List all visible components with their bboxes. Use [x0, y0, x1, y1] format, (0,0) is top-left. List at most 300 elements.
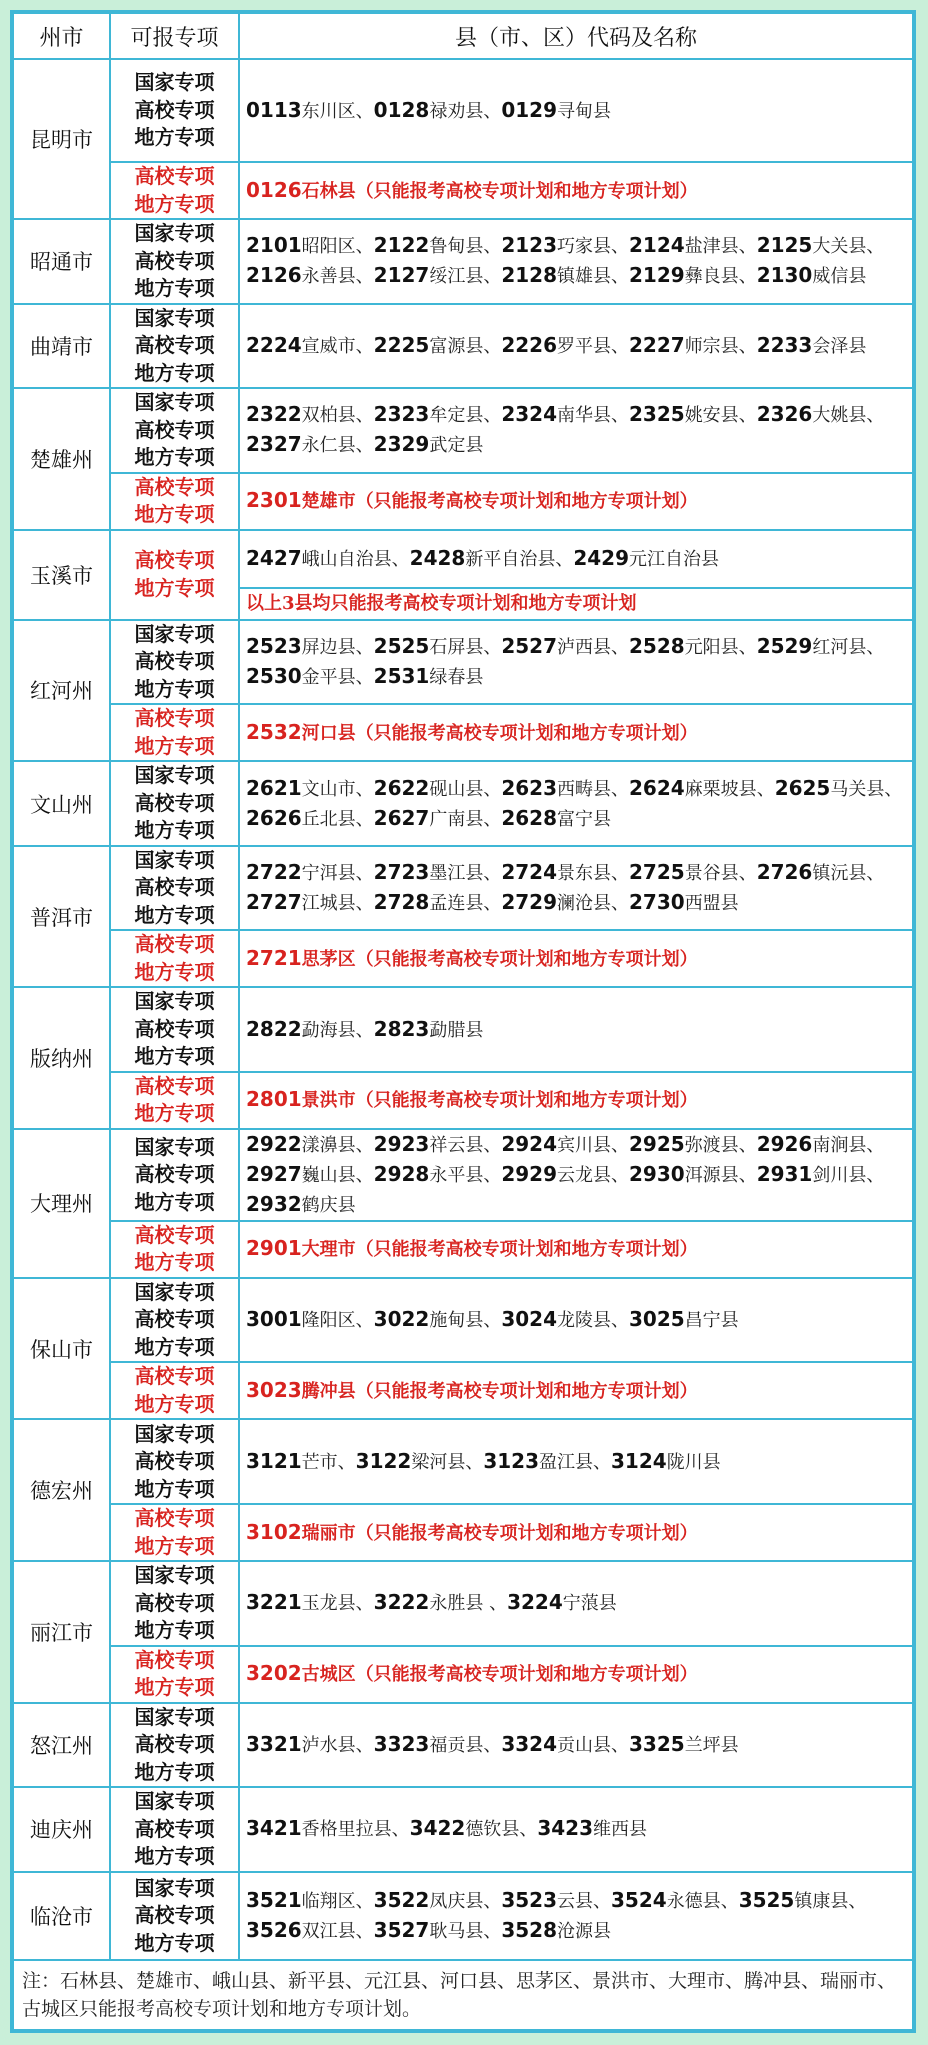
county-item — [501, 1917, 612, 1942]
county-item — [611, 1448, 721, 1473]
county-item — [756, 233, 885, 258]
county-item — [373, 332, 502, 357]
quota-item: 国家专项 — [134, 763, 215, 788]
county-name: 马关县 — [830, 778, 885, 800]
separator: 、 — [355, 1019, 374, 1041]
quota-cell — [110, 1646, 239, 1703]
county-code: 2227 — [629, 332, 685, 357]
special-note: （只能报考高校专项计划和地方专项计划） — [355, 491, 698, 513]
county-name: 昌宁县 — [684, 1310, 739, 1332]
quota-cell — [110, 1362, 239, 1419]
table-body — [13, 59, 913, 1960]
footer-row — [13, 1960, 913, 2030]
county-code: 3524 — [611, 1887, 667, 1912]
county-item — [629, 263, 757, 288]
county-code: 2326 — [756, 402, 813, 427]
county-item — [501, 1307, 630, 1332]
quota-item: 高校专项 — [134, 1732, 215, 1757]
quota-item: 地方专项 — [134, 445, 215, 470]
county-name: 龙陵县 — [557, 1310, 612, 1332]
separator: 、 — [391, 1819, 410, 1841]
special-note: （只能报考高校专项计划和地方专项计划） — [355, 1380, 698, 1402]
separator: 、 — [866, 1134, 885, 1156]
county-code: 3521 — [246, 1887, 302, 1912]
county-code: 2923 — [373, 1131, 430, 1156]
county-item — [611, 1887, 739, 1912]
county-item — [246, 1917, 374, 1942]
special-county-code: 2901 — [246, 1236, 302, 1261]
special-quota-item: 高校专项 — [134, 1647, 215, 1672]
separator: 、 — [355, 1134, 374, 1156]
county-name: 鲁甸县 — [429, 236, 484, 258]
special-quota-item: 地方专项 — [134, 733, 215, 758]
quota-item: 地方专项 — [134, 1930, 215, 1955]
county-code: 2101 — [246, 233, 302, 258]
table-row — [13, 1221, 913, 1278]
table-row — [13, 1787, 913, 1872]
county-item — [246, 1016, 374, 1041]
county-list — [239, 530, 913, 588]
county-code: 2127 — [373, 263, 430, 288]
county-item — [501, 1131, 630, 1156]
special-county-name: 瑞丽市 — [301, 1522, 356, 1544]
county-name: 广南县 — [429, 808, 484, 830]
county-item — [629, 1731, 739, 1756]
separator: 、 — [611, 1734, 630, 1756]
separator: 、 — [593, 1451, 612, 1473]
table-row — [13, 620, 913, 705]
county-code: 3528 — [501, 1917, 558, 1942]
county-name: 盈江县 — [539, 1451, 594, 1473]
county-name: 勐海县 — [301, 1019, 356, 1041]
county-code: 2730 — [629, 890, 685, 915]
county-code: 3024 — [501, 1307, 558, 1332]
quota-cell — [110, 1561, 239, 1646]
county-item — [501, 860, 630, 885]
county-name: 贡山县 — [557, 1734, 612, 1756]
county-list — [239, 1872, 913, 1960]
quota-item: 高校专项 — [134, 1016, 215, 1041]
county-name: 临翔区 — [301, 1890, 356, 1912]
county-name: 云县 — [557, 1890, 594, 1912]
quota-cell — [110, 930, 239, 987]
county-list — [239, 1561, 913, 1646]
separator: 、 — [866, 236, 885, 258]
county-name: 姚安县 — [684, 405, 739, 427]
city-name: 玉溪市 — [13, 530, 110, 620]
special-note: （只能报考高校专项计划和地方专项计划） — [355, 1239, 698, 1261]
quota-item: 高校专项 — [134, 649, 215, 674]
table-row — [13, 1872, 913, 1960]
county-code: 2324 — [501, 402, 558, 427]
separator: 、 — [738, 636, 757, 658]
county-name: 峨山自治县 — [301, 548, 392, 570]
county-item — [373, 1917, 502, 1942]
county-name: 云龙县 — [557, 1164, 612, 1186]
county-name: 江城县 — [301, 893, 356, 915]
quota-item: 高校专项 — [134, 1816, 215, 1841]
special-note: （只能报考高校专项计划和地方专项计划） — [355, 1664, 698, 1686]
table-row — [13, 1561, 913, 1646]
separator: 、 — [355, 435, 374, 457]
quota-item: 高校专项 — [134, 1307, 215, 1332]
separator: 、 — [848, 1890, 867, 1912]
county-list — [239, 1278, 913, 1363]
separator: 、 — [355, 1310, 374, 1332]
county-item — [756, 332, 867, 357]
quota-item: 高校专项 — [134, 875, 215, 900]
quota-item: 地方专项 — [134, 1844, 215, 1869]
special-quota-item: 高校专项 — [134, 1073, 215, 1098]
table-row — [13, 761, 913, 846]
county-item — [246, 633, 374, 658]
table-row — [13, 1646, 913, 1703]
county-name: 德钦县 — [465, 1819, 520, 1841]
county-list — [239, 1787, 913, 1872]
county-code: 2427 — [246, 545, 302, 570]
county-code: 2823 — [373, 1016, 430, 1041]
separator: 、 — [355, 893, 374, 915]
county-name: 师宗县 — [684, 335, 739, 357]
separator: 、 — [738, 405, 757, 427]
table-row — [13, 1504, 913, 1561]
special-note: （只能报考高校专项计划和地方专项计划） — [355, 948, 698, 970]
table-row — [13, 846, 913, 931]
county-list — [239, 1129, 913, 1221]
county-list — [239, 388, 913, 473]
county-code: 2627 — [373, 805, 430, 830]
county-item — [629, 1161, 757, 1186]
special-county-code: 2532 — [246, 719, 302, 744]
county-name: 维西县 — [593, 1819, 648, 1841]
separator: 、 — [738, 335, 757, 357]
county-code: 2531 — [373, 663, 430, 688]
county-code: 3321 — [246, 1731, 302, 1756]
quota-item: 高校专项 — [134, 1449, 215, 1473]
county-item — [355, 1448, 484, 1473]
special-county-name: 石林县 — [301, 180, 356, 202]
county-name: 玉龙县 — [301, 1593, 356, 1615]
county-code: 2325 — [629, 402, 685, 427]
quota-cell — [110, 1221, 239, 1278]
county-list — [239, 1419, 913, 1504]
county-item — [246, 432, 374, 457]
separator: 、 — [593, 1890, 612, 1912]
county-code: 3224 — [507, 1590, 563, 1615]
county-code: 2233 — [756, 332, 813, 357]
city-name: 迪庆州 — [13, 1787, 110, 1872]
separator: 、 — [720, 1890, 739, 1912]
city-name: 文山州 — [13, 761, 110, 846]
special-quota-item: 高校专项 — [134, 164, 215, 189]
county-item — [756, 402, 885, 427]
separator: 、 — [555, 548, 574, 570]
county-code: 3526 — [246, 1917, 302, 1942]
quota-cell — [110, 1419, 239, 1504]
county-name: 耿马县 — [429, 1920, 484, 1942]
county-name: 隆阳区 — [301, 1310, 356, 1332]
county-code: 3222 — [373, 1590, 430, 1615]
special-county-name: 腾冲县 — [301, 1380, 356, 1402]
county-name: 梁河县 — [411, 1451, 466, 1473]
county-item — [246, 1307, 374, 1332]
separator: 、 — [355, 405, 374, 427]
county-name: 绥江县 — [429, 266, 484, 288]
quota-item: 国家专项 — [134, 621, 215, 646]
special-quota-item: 地方专项 — [134, 1101, 215, 1126]
special-county-code: 0126 — [246, 177, 302, 202]
county-code: 2126 — [246, 263, 302, 288]
quota-cell — [110, 1703, 239, 1788]
separator: 、 — [483, 778, 502, 800]
county-code: 3122 — [355, 1448, 412, 1473]
special-quota-item: 地方专项 — [134, 1675, 215, 1700]
county-name: 元阳县 — [684, 636, 739, 658]
table-row — [13, 1419, 913, 1504]
county-code: 2928 — [373, 1161, 430, 1186]
special-quota-item: 地方专项 — [134, 191, 215, 216]
table-row — [13, 1072, 913, 1129]
county-code: 2724 — [501, 860, 558, 885]
special-quota-item: 高校专项 — [134, 1222, 215, 1247]
county-name: 景东县 — [557, 863, 612, 885]
separator: 、 — [611, 266, 630, 288]
county-code: 3422 — [409, 1816, 466, 1841]
county-code: 2429 — [573, 545, 630, 570]
city-name: 版纳州 — [13, 987, 110, 1129]
county-list — [239, 59, 913, 162]
county-item — [629, 890, 739, 915]
quota-item: 高校专项 — [134, 333, 215, 358]
separator: 、 — [611, 1310, 630, 1332]
county-name: 永平县 — [429, 1164, 484, 1186]
separator: 、 — [483, 808, 502, 830]
table-row — [13, 59, 913, 162]
special-county-code: 2301 — [246, 488, 302, 513]
county-item — [373, 1016, 484, 1041]
county-code: 2625 — [774, 775, 831, 800]
table-row — [13, 388, 913, 473]
separator: 、 — [738, 236, 757, 258]
county-name: 富宁县 — [557, 808, 612, 830]
quota-item: 国家专项 — [134, 1875, 215, 1900]
county-item — [373, 1731, 502, 1756]
county-name: 武定县 — [429, 435, 484, 457]
separator: 、 — [866, 636, 885, 658]
quota-item: 地方专项 — [134, 360, 215, 385]
county-name: 牟定县 — [429, 405, 484, 427]
county-name: 西盟县 — [684, 893, 739, 915]
table-row — [13, 1703, 913, 1788]
county-item — [501, 1887, 612, 1912]
county-name: 永德县 — [666, 1890, 721, 1912]
county-item — [501, 775, 630, 800]
special-quota-item: 高校专项 — [134, 1506, 215, 1531]
county-item — [373, 633, 502, 658]
county-code: 2329 — [373, 432, 430, 457]
city-name: 曲靖市 — [13, 304, 110, 389]
county-code: 2129 — [629, 263, 685, 288]
county-item — [373, 1131, 502, 1156]
quota-item: 地方专项 — [134, 1189, 215, 1214]
separator: 、 — [519, 1819, 538, 1841]
separator: 、 — [738, 863, 757, 885]
special-county-code: 3202 — [246, 1661, 302, 1686]
quota-item: 地方专项 — [134, 1759, 215, 1784]
separator: 、 — [483, 863, 502, 885]
county-item — [629, 233, 757, 258]
separator: 、 — [483, 236, 502, 258]
county-name: 盐津县 — [684, 236, 739, 258]
quota-item: 高校专项 — [134, 1903, 215, 1928]
quota-cell — [110, 704, 239, 761]
county-item — [246, 1590, 374, 1615]
county-name: 石屏县 — [429, 636, 484, 658]
separator: 、 — [483, 636, 502, 658]
quota-cell — [110, 388, 239, 473]
county-item — [501, 332, 630, 357]
county-name: 沧源县 — [557, 1920, 612, 1942]
county-code: 2125 — [756, 233, 813, 258]
county-code: 3323 — [373, 1731, 430, 1756]
county-item — [756, 263, 867, 288]
county-name: 南华县 — [557, 405, 612, 427]
city-name: 怒江州 — [13, 1703, 110, 1788]
county-item — [373, 1590, 508, 1615]
quota-cell — [110, 761, 239, 846]
county-code: 2621 — [246, 775, 302, 800]
county-name: 砚山县 — [429, 778, 484, 800]
separator: 、 — [738, 1134, 757, 1156]
county-item — [756, 633, 885, 658]
county-name: 彝良县 — [684, 266, 739, 288]
separator: 、 — [611, 863, 630, 885]
county-code: 3522 — [373, 1887, 430, 1912]
county-code: 2122 — [373, 233, 430, 258]
city-name: 保山市 — [13, 1278, 110, 1420]
separator: 、 — [483, 1164, 502, 1186]
county-item — [246, 1191, 356, 1216]
county-name: 墨江县 — [429, 863, 484, 885]
county-item — [246, 233, 374, 258]
county-code: 2729 — [501, 890, 558, 915]
separator: 、 — [355, 236, 374, 258]
quota-item: 国家专项 — [134, 1563, 215, 1588]
quota-cell — [110, 473, 239, 530]
county-item — [246, 1448, 356, 1473]
county-item — [246, 263, 374, 288]
quota-item: 国家专项 — [134, 1421, 215, 1446]
county-name: 镇雄县 — [557, 266, 612, 288]
county-item — [373, 1307, 502, 1332]
county-name: 宣威市 — [301, 335, 356, 357]
county-code: 3022 — [373, 1307, 430, 1332]
quota-cell — [110, 1872, 239, 1960]
city-name: 楚雄州 — [13, 388, 110, 530]
county-item — [501, 1161, 630, 1186]
county-code: 2525 — [373, 633, 430, 658]
county-name: 禄劝县 — [429, 100, 484, 122]
county-item — [246, 890, 374, 915]
county-code: 2224 — [246, 332, 302, 357]
county-item — [246, 545, 410, 570]
county-code: 2929 — [501, 1161, 558, 1186]
county-code: 3421 — [246, 1816, 302, 1841]
county-name: 双柏县 — [301, 405, 356, 427]
separator: 、 — [756, 778, 775, 800]
special-county-code: 2721 — [246, 945, 302, 970]
separator: 、 — [483, 335, 502, 357]
quota-item: 国家专项 — [134, 989, 215, 1014]
county-name: 泸水县 — [301, 1734, 356, 1756]
county-name: 威信县 — [812, 266, 867, 288]
quota-item: 国家专项 — [134, 305, 215, 330]
quota-item: 国家专项 — [134, 390, 215, 415]
county-code: 2926 — [756, 1131, 813, 1156]
special-county — [239, 1362, 913, 1419]
county-item — [629, 860, 757, 885]
county-code: 2428 — [409, 545, 466, 570]
separator: 、 — [483, 405, 502, 427]
county-item — [756, 860, 885, 885]
county-list — [239, 620, 913, 705]
county-name: 泸西县 — [557, 636, 612, 658]
county-name: 西畴县 — [557, 778, 612, 800]
county-list — [239, 1703, 913, 1788]
county-code: 2626 — [246, 805, 302, 830]
county-name: 新平自治县 — [465, 548, 556, 570]
county-code: 2128 — [501, 263, 558, 288]
special-county-name: 古城区 — [301, 1664, 356, 1686]
quota-item: 国家专项 — [134, 1279, 215, 1304]
county-item — [373, 233, 502, 258]
county-item — [501, 263, 630, 288]
quota-cell — [110, 846, 239, 931]
county-name: 勐腊县 — [429, 1019, 484, 1041]
county-name: 福贡县 — [429, 1734, 484, 1756]
special-county — [239, 1646, 913, 1703]
separator: 、 — [611, 335, 630, 357]
table-row — [13, 704, 913, 761]
separator: 、 — [611, 236, 630, 258]
separator: 、 — [391, 548, 410, 570]
county-name: 巍山县 — [301, 1164, 356, 1186]
county-item — [501, 1731, 630, 1756]
county-name: 鹤庆县 — [301, 1194, 356, 1216]
county-code: 2323 — [373, 402, 430, 427]
county-item — [246, 805, 374, 830]
county-code: 0128 — [373, 97, 430, 122]
quota-item: 国家专项 — [134, 1789, 215, 1814]
separator: 、 — [866, 1164, 885, 1186]
county-code: 2622 — [373, 775, 430, 800]
quota-item: 高校专项 — [134, 1590, 215, 1615]
county-item — [246, 775, 374, 800]
county-name: 剑川县 — [812, 1164, 867, 1186]
county-code: 3423 — [537, 1816, 594, 1841]
county-code-table — [12, 12, 914, 2031]
table-row — [13, 987, 913, 1072]
county-code: 2623 — [501, 775, 558, 800]
county-code: 2727 — [246, 890, 302, 915]
county-item — [501, 233, 630, 258]
county-name: 宁洱县 — [301, 863, 356, 885]
county-name: 富源县 — [429, 335, 484, 357]
quota-cell — [110, 1129, 239, 1221]
quota-item: 国家专项 — [134, 1704, 215, 1729]
county-name: 施甸县 — [429, 1310, 484, 1332]
county-item — [774, 775, 903, 800]
